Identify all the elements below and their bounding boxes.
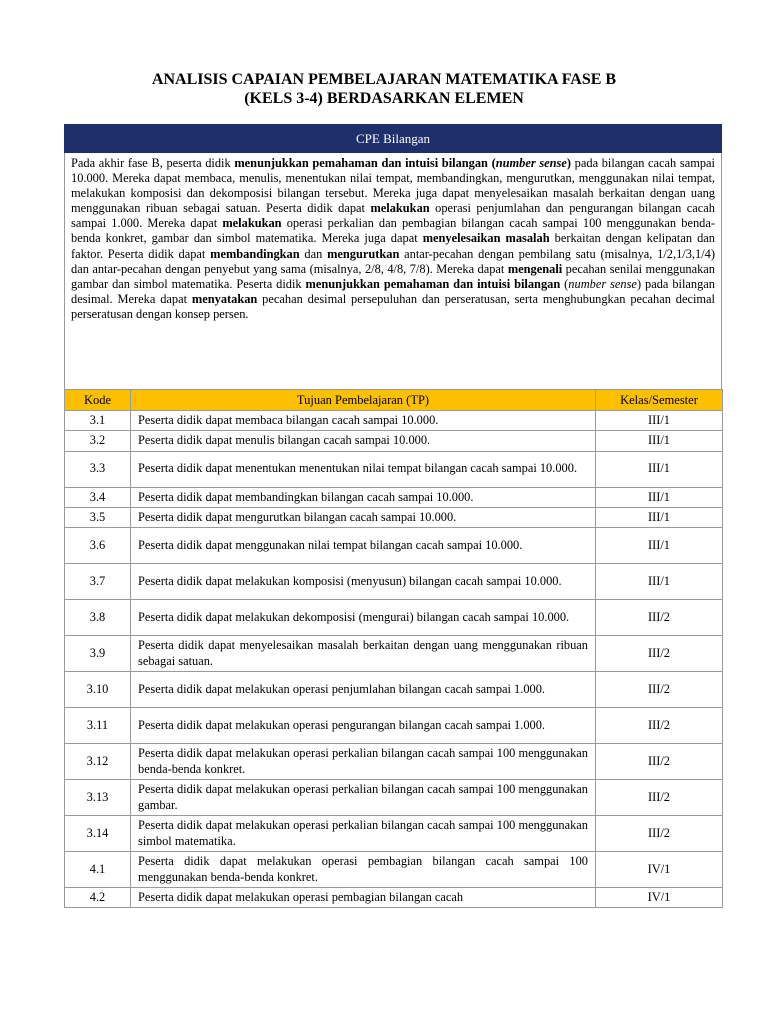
cpe-text-segment: number sense	[495, 156, 567, 170]
cpe-text-segment: berkaitan dengan kelipatan dan faktor. Peserta didik dapat	[71, 231, 715, 261]
kelas-cell: III/2	[596, 744, 723, 780]
table-row	[65, 451, 723, 487]
cpe-text-segment: menunjukkan pemahaman dan intuisi bilangan (	[234, 156, 496, 170]
document-title	[0, 70, 768, 108]
cpe-text-segment: mengenali	[507, 261, 563, 276]
kelas-cell: III/2	[596, 780, 723, 816]
kelas-cell: IV/1	[596, 888, 723, 908]
cpe-text-segment: pecahan desimal persepuluhan dan perseratusan, serta menghubungkan pecahan decimal perseratusan dengan konsep persen.	[71, 291, 715, 321]
cpe-text-segment: operasi penjumlahan dan pengurangan bilangan cacah sampai 1.000. Mereka dapat	[71, 201, 715, 231]
cpe-section	[64, 124, 722, 908]
cpe-text-segment: pada bilangan cacah sampai 10.000. Mereka dapat membaca, menulis, menentukan nilai tempat, membandingkan, mengurutkan, menggunakan nilai tempat, melakukan komposisi dan dekomposisi bilangan tersebut. Mereka juga dapat menyelesaikan masalah berkaitan dengan uang menggunakan ribuan sebagai satuan. Peserta didik dapat	[71, 156, 715, 216]
kode-cell: 3.5	[65, 507, 131, 527]
kelas-cell: III/1	[596, 528, 723, 564]
kelas-cell: III/2	[596, 636, 723, 672]
table-row	[65, 528, 723, 564]
tp-cell: Peserta didik dapat membandingkan bilangan cacah sampai 10.000.	[131, 487, 596, 507]
tp-cell: Peserta didik dapat menyelesaikan masalah berkaitan dengan uang menggunakan ribuan sebagai satuan.	[131, 636, 596, 672]
kelas-cell: III/1	[596, 487, 723, 507]
tp-cell: Peserta didik dapat membaca bilangan cacah sampai 10.000.	[131, 411, 596, 431]
tp-cell: Peserta didik dapat melakukan operasi pengurangan bilangan cacah sampai 1.000.	[131, 708, 596, 744]
title-line-2: (KELS 3-4) BERDASARKAN ELEMEN	[244, 90, 524, 107]
kode-cell: 4.2	[65, 888, 131, 908]
table-row	[65, 600, 723, 636]
kelas-cell: IV/1	[596, 852, 723, 888]
cpe-text-segment: mengurutkan	[327, 246, 400, 261]
tp-cell: Peserta didik dapat menentukan menentukan nilai tempat bilangan cacah sampai 10.000.	[131, 451, 596, 487]
cpe-text-segment: pecahan senilai menggunakan gambar dan simbol matematika. Peserta didik	[71, 261, 716, 291]
table-row	[65, 636, 723, 672]
table-row	[65, 780, 723, 816]
cpe-text-segment: membandingkan	[210, 246, 300, 261]
tp-cell: Peserta didik dapat mengurutkan bilangan cacah sampai 10.000.	[131, 507, 596, 527]
cpe-text-segment: ) pada bilangan desimal. Mereka dapat	[71, 276, 715, 306]
kelas-cell: III/1	[596, 564, 723, 600]
table-header-row	[65, 390, 723, 411]
kode-cell: 3.11	[65, 708, 131, 744]
cpe-heading: CPE Bilangan	[64, 124, 722, 153]
table-body	[65, 411, 723, 908]
table-row	[65, 888, 723, 908]
kelas-cell: III/1	[596, 507, 723, 527]
tp-cell: Peserta didik dapat melakukan dekomposisi (mengurai) bilangan cacah sampai 10.000.	[131, 600, 596, 636]
table-row	[65, 431, 723, 451]
kode-cell: 3.1	[65, 411, 131, 431]
tp-cell: Peserta didik dapat melakukan operasi pembagian bilangan cacah sampai 100 menggunakan benda-benda konkret.	[131, 852, 596, 888]
tp-cell: Peserta didik dapat melakukan operasi perkalian bilangan cacah sampai 100 menggunakan benda-benda konkret.	[131, 744, 596, 780]
cpe-text-segment: antar-pecahan dengan pembilang satu (misalnya, 1/2,1/3,1/4) dan antar-pecahan dengan penyebut yang sama (misalnya, 2/8, 4/8, 7/8). Mereka dapat	[71, 246, 715, 276]
cpe-text-segment: melakukan	[370, 201, 430, 216]
kode-cell: 3.9	[65, 636, 131, 672]
table-row	[65, 672, 723, 708]
table-row	[65, 816, 723, 852]
cpe-text-segment: Pada akhir fase B, peserta didik	[71, 156, 235, 170]
kode-cell: 3.2	[65, 431, 131, 451]
kelas-cell: III/1	[596, 411, 723, 431]
tp-cell: Peserta didik dapat menggunakan nilai tempat bilangan cacah sampai 10.000.	[131, 528, 596, 564]
cpe-description	[64, 153, 722, 389]
kelas-cell: III/2	[596, 600, 723, 636]
table-row	[65, 744, 723, 780]
cpe-text-segment: dan	[299, 246, 328, 261]
kelas-cell: III/2	[596, 708, 723, 744]
tp-cell: Peserta didik dapat menulis bilangan cacah sampai 10.000.	[131, 431, 596, 451]
kode-cell: 3.4	[65, 487, 131, 507]
table-row	[65, 411, 723, 431]
tp-table	[64, 389, 723, 908]
kode-cell: 3.12	[65, 744, 131, 780]
kelas-cell: III/1	[596, 451, 723, 487]
tp-cell: Peserta didik dapat melakukan operasi perkalian bilangan cacah sampai 100 menggunakan gambar.	[131, 780, 596, 816]
kode-cell: 3.3	[65, 451, 131, 487]
cpe-text-segment: number sense	[568, 276, 637, 291]
cpe-text-segment: operasi perkalian dan pembagian bilangan cacah sampai 100 menggunakan benda-benda konkret, gambar dan simbol matematika. Mereka juga dapat	[71, 216, 715, 246]
kode-cell: 3.6	[65, 528, 131, 564]
cpe-text-segment: menyelesaikan masalah	[422, 231, 550, 246]
cpe-text-segment: (	[560, 276, 569, 291]
tp-cell: Peserta didik dapat melakukan operasi pembagian bilangan cacah	[131, 888, 596, 908]
table-row	[65, 852, 723, 888]
title-line-1: ANALISIS CAPAIAN PEMBELAJARAN MATEMATIKA FASE B	[151, 71, 617, 88]
cpe-text-segment: )	[566, 156, 572, 170]
tp-cell: Peserta didik dapat melakukan operasi penjumlahan bilangan cacah sampai 1.000.	[131, 672, 596, 708]
kode-cell: 4.1	[65, 852, 131, 888]
kode-cell: 3.8	[65, 600, 131, 636]
cpe-text-segment: melakukan	[222, 216, 282, 231]
table-row	[65, 564, 723, 600]
table-row	[65, 708, 723, 744]
kelas-cell: III/2	[596, 672, 723, 708]
tp-cell: Peserta didik dapat melakukan komposisi (menyusun) bilangan cacah sampai 10.000.	[131, 564, 596, 600]
cpe-text-segment: menyatakan	[191, 291, 258, 306]
kode-cell: 3.13	[65, 780, 131, 816]
cpe-text-segment: menunjukkan pemahaman dan intuisi bilangan	[305, 276, 561, 291]
header-kelas-semester: Kelas/Semester	[596, 390, 723, 411]
table-row	[65, 487, 723, 507]
header-kode: Kode	[65, 390, 131, 411]
kode-cell: 3.14	[65, 816, 131, 852]
kode-cell: 3.10	[65, 672, 131, 708]
header-tujuan-pembelajaran: Tujuan Pembelajaran (TP)	[131, 390, 596, 411]
table-row	[65, 507, 723, 527]
tp-cell: Peserta didik dapat melakukan operasi perkalian bilangan cacah sampai 100 menggunakan simbol matematika.	[131, 816, 596, 852]
kelas-cell: III/2	[596, 816, 723, 852]
kelas-cell: III/1	[596, 431, 723, 451]
kode-cell: 3.7	[65, 564, 131, 600]
